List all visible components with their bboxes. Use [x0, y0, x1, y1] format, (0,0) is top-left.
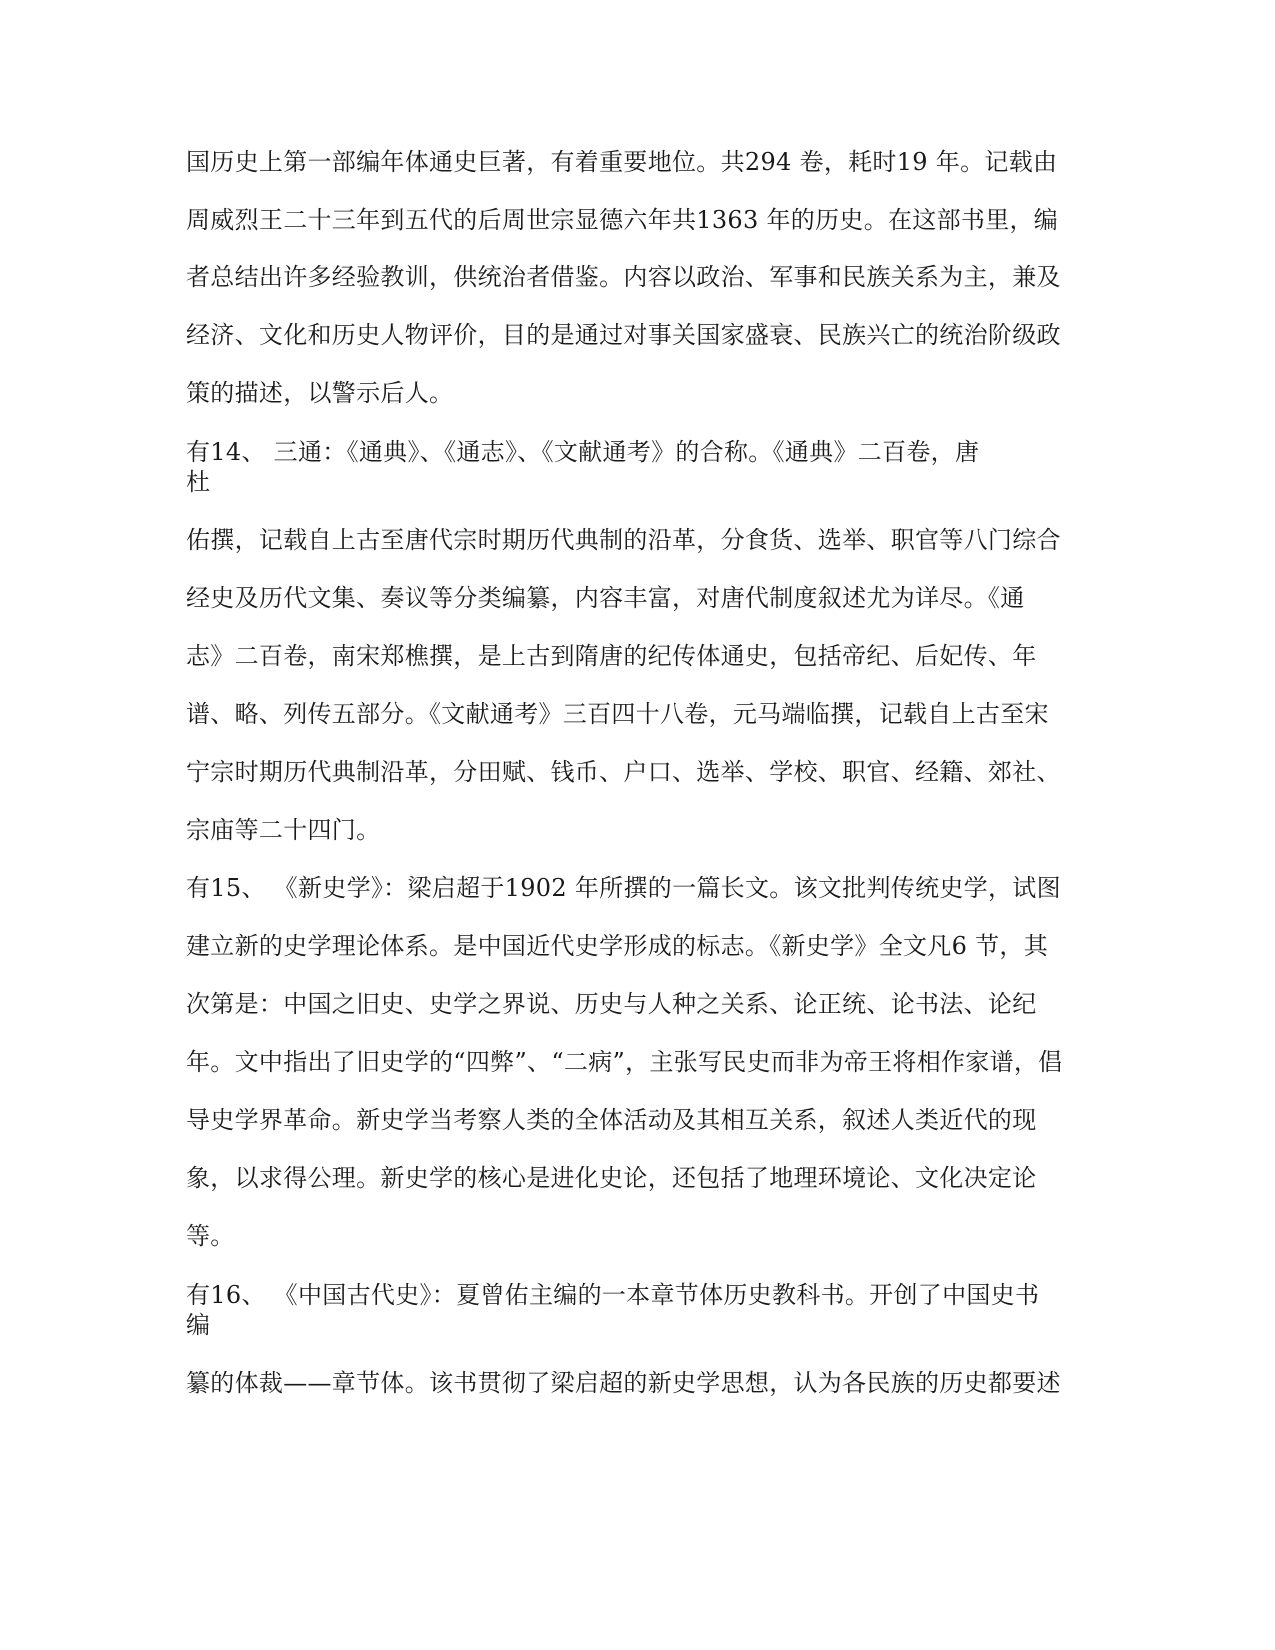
text-line: 杜: [186, 468, 211, 496]
text-line: 有16、 《中国古代史》：夏曾佑主编的一本章节体历史教科书。开创了中国史书: [186, 1281, 1040, 1309]
text-line: 者总结出许多经验教训，供统治者借鉴。内容以政治、军事和民族关系为主，兼及: [186, 263, 1061, 291]
text-line: 经济、文化和历史人物评价，目的是通过对事关国家盛衰、民族兴亡的统治阶级政: [186, 321, 1061, 349]
text-line: 周威烈王二十三年到五代的后周世宗显德六年共1363 年的历史。在这部书里，编: [186, 206, 1059, 234]
text-line: 佑撰，记载自上古至唐代宗时期历代典制的沿革，分食货、选举、职官等八门综合: [186, 526, 1061, 554]
text-line: 建立新的史学理论体系。是中国近代史学形成的标志。《新史学》全文凡6 节，其: [186, 932, 1048, 960]
text-line: 纂的体裁——章节体。该书贯彻了梁启超的新史学思想，认为各民族的历史都要述: [186, 1369, 1061, 1397]
text-line: 编: [186, 1311, 211, 1339]
text-line: 年。文中指出了旧史学的“四弊”、“二病”，主张写民史而非为帝王将相作家谱，倡: [186, 1048, 1063, 1076]
text-line: 象，以求得公理。新史学的核心是进化史论，还包括了地理环境论、文化决定论: [186, 1164, 1037, 1192]
text-line: 志》二百卷，南宋郑樵撰，是上古到隋唐的纪传体通史，包括帝纪、后妃传、年: [186, 642, 1037, 670]
text-line: 国历史上第一部编年体通史巨著，有着重要地位。共294 卷，耗时19 年。记载由: [186, 148, 1058, 176]
text-line: 经史及历代文集、奏议等分类编纂，内容丰富，对唐代制度叙述尤为详尽。《通: [186, 584, 1025, 612]
text-line: 导史学界革命。新史学当考察人类的全体活动及其相互关系，叙述人类近代的现: [186, 1106, 1037, 1134]
text-line: 策的描述，以警示后人。: [186, 379, 454, 407]
text-line: 有14、 三通：《通典》、《通志》、《文献通考》的合称。《通典》二百卷，唐: [186, 438, 980, 466]
text-line: 有15、 《新史学》：梁启超于1902 年所撰的一篇长文。该文批判传统史学，试图: [186, 874, 1061, 902]
text-line: 谱、略、列传五部分。《文献通考》三百四十八卷，元马端临撰，记载自上古至宋: [186, 700, 1049, 728]
text-line: 次第是：中国之旧史、史学之界说、历史与人种之关系、论正统、论书法、论纪: [186, 990, 1037, 1018]
text-line: 宗庙等二十四门。: [186, 816, 381, 844]
text-line: 宁宗时期历代典制沿革，分田赋、钱币、户口、选举、学校、职官、经籍、郊社、: [186, 758, 1061, 786]
text-line: 等。: [186, 1222, 235, 1250]
